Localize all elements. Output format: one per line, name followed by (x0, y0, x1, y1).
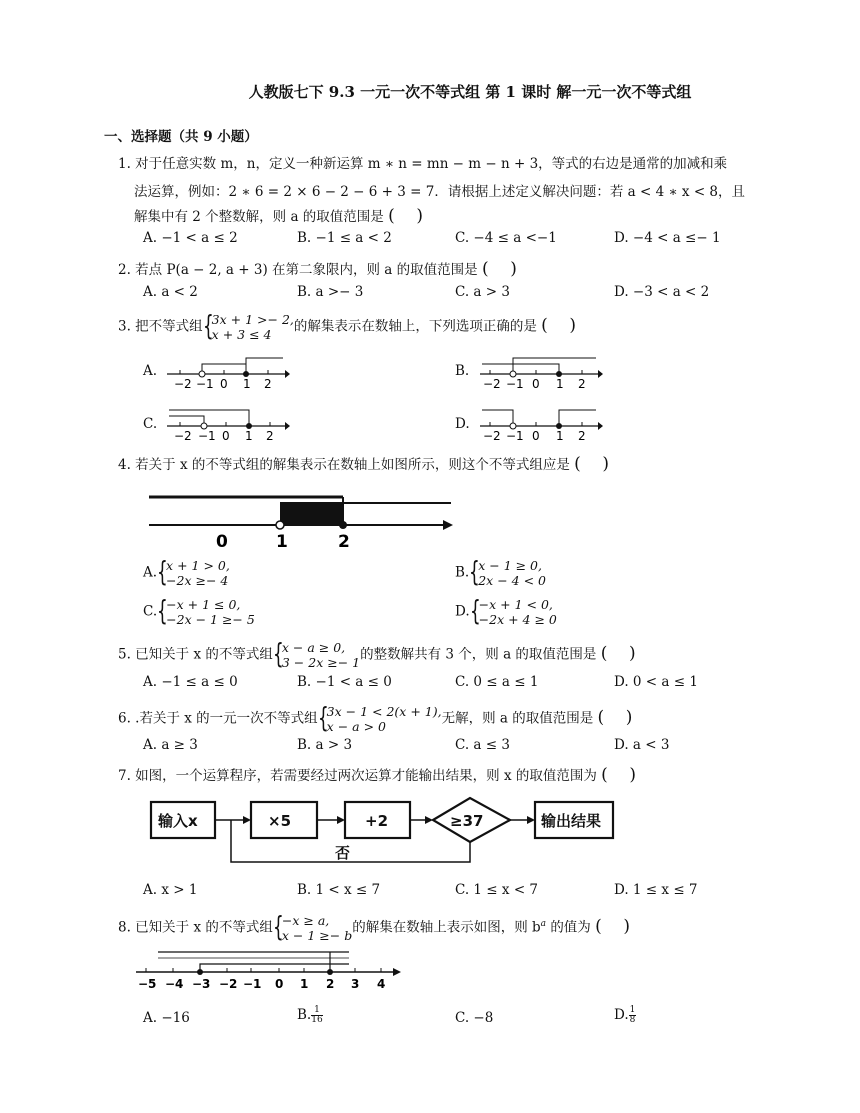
svg-text:−5: −5 (138, 977, 157, 991)
svg-text:4: 4 (377, 977, 386, 991)
q1-option-b: B. −1 ≤ a < 2 (297, 230, 392, 246)
q5-option-d: D. 0 < a ≤ 1 (614, 674, 698, 690)
q3-system: { 3x + 1 >− 2, x + 3 ≤ 4 (202, 309, 294, 342)
svg-text:−3: −3 (192, 977, 211, 991)
svg-text:2: 2 (266, 429, 274, 443)
q6-line1: 6. .若关于 x 的一元一次不等式组 { 3x − 1 < 2(x + 1), x − a > 0 无解，则 a 的取值范围是 ( ) (118, 701, 633, 734)
q8-option-c: C. −8 (455, 1010, 494, 1026)
q7-option-d: D. 1 ≤ x ≤ 7 (614, 882, 698, 898)
q5-line1: 5. 已知关于 x 的不等式组 { x − a ≥ 0, 3 − 2x ≥− 1 的整数解共有 3 个，则 a 的取值范围是 ( ) (118, 637, 636, 670)
q1-option-a: A. −1 < a ≤ 2 (143, 230, 238, 246)
svg-text:+2: +2 (365, 812, 389, 830)
q4-option-d: D. { −x + 1 < 0, −2x + 4 ≥ 0 (455, 594, 557, 627)
q8-option-d: D. $\frac{1}{8}$ (614, 1005, 636, 1025)
q8-number-line (134, 948, 404, 994)
svg-text:1: 1 (245, 429, 253, 443)
q5-option-a: A. −1 ≤ a ≤ 0 (143, 674, 238, 690)
svg-text:1: 1 (300, 977, 309, 991)
q7-line1: 7. 如图，一个运算程序，若需要经过两次运算才能输出结果，则 x 的取值范围为 ( ) (118, 765, 637, 785)
q1-option-c: C. −4 ≤ a <−1 (455, 230, 557, 246)
svg-text:−2: −2 (174, 429, 192, 443)
svg-text:−1: −1 (506, 377, 524, 391)
q2-line1: 2. 若点 P(a − 2, a + 3) 在第二象限内，则 a 的取值范围是 ( ) (118, 259, 517, 279)
svg-text:−1: −1 (196, 377, 214, 391)
svg-text:输入x: 输入x (158, 812, 198, 830)
tick-label: −2 (174, 377, 192, 391)
q3-label-b: B. (455, 363, 470, 379)
q1-line2: 法运算，例如：2 ∗ 6 = 2 × 6 − 2 − 6 + 3 = 7．请根据上述定义解决问题：若 a < 4 ∗ x < 8，且 (134, 184, 746, 200)
svg-text:输出结果: 输出结果 (541, 812, 602, 830)
svg-text:2: 2 (264, 377, 272, 391)
flow-no-label: 否 (335, 844, 351, 862)
svg-text:1: 1 (243, 377, 251, 391)
q7-option-a: A. x > 1 (143, 882, 198, 898)
svg-text:−2: −2 (219, 977, 238, 991)
q3-number-line-d (478, 404, 603, 444)
q6-option-b: B. a > 3 (297, 737, 353, 753)
q3-label-a: A. (143, 363, 158, 379)
q4-option-a: A. { x + 1 > 0, −2x ≥− 4 (143, 555, 230, 588)
page-title: 人教版七下 9.3 一元一次不等式组 第 1 课时 解一元一次不等式组 (248, 83, 692, 101)
svg-text:−1: −1 (506, 429, 524, 443)
q3-line1: 3. 把不等式组 { 3x + 1 >− 2, x + 3 ≤ 4 的解集表示在数轴上，下列选项正确的是 ( ) (118, 309, 577, 342)
svg-text:0: 0 (222, 429, 230, 443)
svg-text:1: 1 (556, 429, 564, 443)
svg-text:2: 2 (326, 977, 335, 991)
svg-text:0: 0 (532, 429, 540, 443)
answer-paren: ( ) (388, 206, 423, 226)
svg-text:−2: −2 (483, 429, 501, 443)
q5-option-c: C. 0 ≤ a ≤ 1 (455, 674, 539, 690)
q1-line1: 1. 对于任意实数 m，n，定义一种新运算 m ∗ n = mn − m − n + 3，等式的右边是通常的加减和乘 (118, 156, 728, 172)
q4-line1: 4. 若关于 x 的不等式组的解集表示在数轴上如图所示，则这个不等式组应是 ( ) (118, 454, 610, 474)
q4-option-c: C. { −x + 1 ≤ 0, −2x − 1 ≥− 5 (143, 594, 255, 627)
q2-option-c: C. a > 3 (455, 284, 510, 300)
q1-option-d: D. −4 < a ≤− 1 (614, 230, 721, 246)
q7-option-c: C. 1 ≤ x < 7 (455, 882, 539, 898)
q8-option-a: A. −16 (143, 1010, 190, 1026)
svg-text:−1: −1 (198, 429, 216, 443)
svg-text:3: 3 (351, 977, 360, 991)
q3-label-d: D. (455, 416, 470, 432)
q4-option-b: B. { x − 1 ≥ 0, 2x − 4 < 0 (455, 555, 546, 588)
q8-line1: 8. 已知关于 x 的不等式组 { −x ≥ a, x − 1 ≥− b 的解集在数轴上表示如图，则 $b^a$ 的值为 ( ) (118, 910, 630, 943)
q2-option-a: A. a < 2 (143, 284, 198, 300)
q7-flowchart (145, 796, 625, 871)
svg-text:1: 1 (556, 377, 564, 391)
q6-option-d: D. a < 3 (614, 737, 670, 753)
svg-text:1: 1 (276, 532, 288, 552)
svg-text:2: 2 (578, 429, 586, 443)
q4-number-line (145, 485, 465, 555)
svg-text:2: 2 (338, 532, 350, 552)
q5-option-b: B. −1 < a ≤ 0 (297, 674, 392, 690)
q2-option-d: D. −3 < a < 2 (614, 284, 710, 300)
svg-text:0: 0 (220, 377, 228, 391)
q6-option-c: C. a ≤ 3 (455, 737, 510, 753)
q8-option-b: B. $\frac{1}{16}$ (297, 1005, 323, 1025)
q3-label-c: C. (143, 416, 158, 432)
svg-text:−2: −2 (483, 377, 501, 391)
svg-text:0: 0 (275, 977, 284, 991)
q3-number-line-b (478, 352, 603, 392)
q2-option-b: B. a >− 3 (297, 284, 364, 300)
svg-text:−1: −1 (243, 977, 262, 991)
q6-option-a: A. a ≥ 3 (143, 737, 198, 753)
q3-number-line-a (165, 352, 290, 392)
svg-text:≥37: ≥37 (450, 812, 484, 830)
q1-line3: 解集中有 2 个整数解，则 a 的取值范围是 ( ) (134, 206, 423, 226)
section-heading: 一、选择题（共 9 小题） (104, 129, 258, 145)
q7-option-b: B. 1 < x ≤ 7 (297, 882, 381, 898)
svg-text:0: 0 (216, 532, 228, 552)
q3-number-line-c (165, 404, 290, 444)
svg-text:0: 0 (532, 377, 540, 391)
svg-text:−4: −4 (165, 977, 184, 991)
svg-text:×5: ×5 (268, 812, 292, 830)
svg-text:2: 2 (578, 377, 586, 391)
